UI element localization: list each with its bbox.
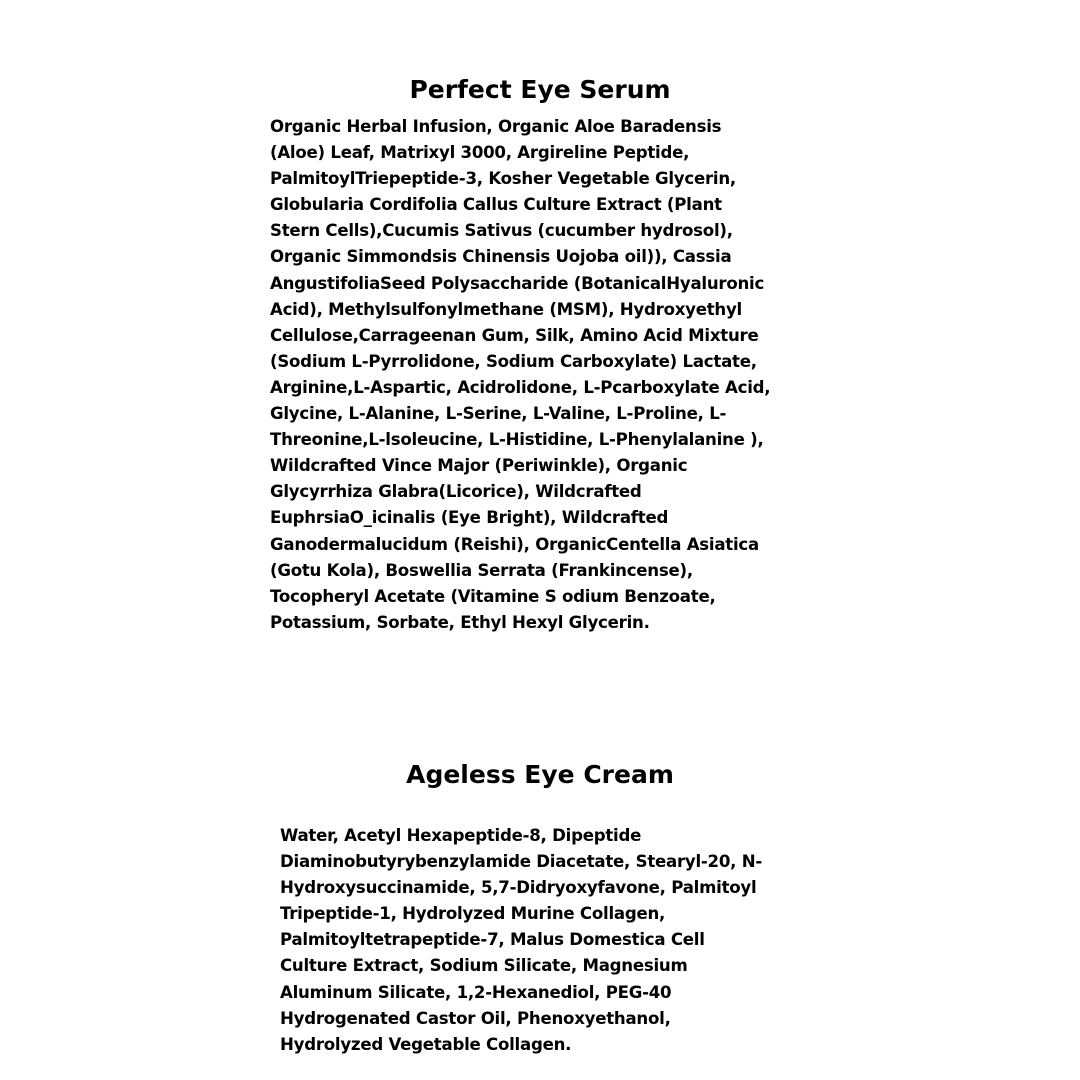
ingredient-line: Culture Extract, Sodium Silicate, Magnesium — [280, 956, 688, 976]
ingredient-line: Water, Acetyl Hexapeptide-8, Dipeptide — [280, 826, 642, 845]
ingredient-line: (Gotu Kola), Boswellia Serrata (Frankincense), — [270, 560, 693, 580]
ingredient-line: AngustifoliaSeed Polysaccharide (BotanicalHyaluronic — [270, 273, 765, 293]
ingredient-line: Ganodermalucidum (Reishi), OrganicCentella Asiatica — [270, 534, 759, 554]
ingredient-line: Hydroxysuccinamide, 5,7-Didryoxyfavone, Palmitoyl — [280, 878, 757, 898]
ingredients-perfect-eye-serum — [270, 114, 815, 636]
ingredient-line: Arginine,L-Aspartic, Acidrolidone, L-Pcarboxylate Acid, — [270, 377, 771, 397]
ingredient-line: Palmitoyltetrapeptide-7, Malus Domestica Cell — [280, 930, 705, 950]
ingredient-line: Cellulose,Carrageenan Gum, Silk, Amino Acid Mixture — [270, 325, 759, 345]
ingredient-line: Globularia Cordifolia Callus Culture Extract (Plant — [270, 195, 722, 215]
ingredient-line: Tripeptide-1, Hydrolyzed Murine Collagen, — [280, 904, 666, 924]
ingredient-line: Glycyrrhiza Glabra(Licorice), Wildcrafted — [270, 482, 642, 502]
ingredient-line: Potassium, Sorbate, Ethyl Hexyl Glycerin. — [270, 612, 650, 632]
ingredient-line: PalmitoylTriepeptide-3, Kosher Vegetable Glycerin, — [270, 169, 736, 189]
ingredients-ageless-eye-cream — [280, 823, 800, 1058]
ingredient-line: Organic Herbal Infusion, Organic Aloe Baradensis — [270, 117, 722, 136]
ingredient-line: Stern Cells),Cucumis Sativus (cucumber hydrosol), — [270, 221, 733, 241]
ingredient-line: Aluminum Silicate, 1,2-Hexanediol, PEG-40 — [280, 982, 672, 1002]
ingredient-line: Tocopheryl Acetate (Vitamine S odium Benzoate, — [270, 586, 716, 606]
product-title-ageless-eye-cream: Ageless Eye Cream — [406, 760, 674, 789]
ingredient-line: Acid), Methylsulfonylmethane (MSM), Hydroxyethyl — [270, 299, 742, 319]
ingredient-line: Wildcrafted Vince Major (Periwinkle), Organic — [270, 456, 688, 476]
ingredient-line: EuphrsiaO_icinalis (Eye Bright), Wildcrafted — [270, 508, 669, 528]
ingredient-line: Glycine, L-Alanine, L-Serine, L-Valine, L-Proline, L- — [270, 404, 727, 424]
ingredient-line: Hydrogenated Castor Oil, Phenoxyethanol, — [280, 1008, 671, 1028]
ingredient-line: (Sodium L-Pyrrolidone, Sodium Carboxylate) Lactate, — [270, 351, 757, 371]
product-title-perfect-eye-serum: Perfect Eye Serum — [409, 75, 671, 104]
ingredient-line: Organic Simmondsis Chinensis Uojoba oil)), Cassia — [270, 247, 732, 267]
ingredient-line: (Aloe) Leaf, Matrixyl 3000, Argireline Peptide, — [270, 143, 690, 163]
ingredient-line: Threonine,L-lsoleucine, L-Histidine, L-Phenylalanine ), — [270, 430, 764, 450]
ingredient-line: Diaminobutyrybenzylamide Diacetate, Stearyl-20, N- — [280, 852, 762, 872]
ingredient-line: Hydrolyzed Vegetable Collagen. — [280, 1034, 572, 1054]
